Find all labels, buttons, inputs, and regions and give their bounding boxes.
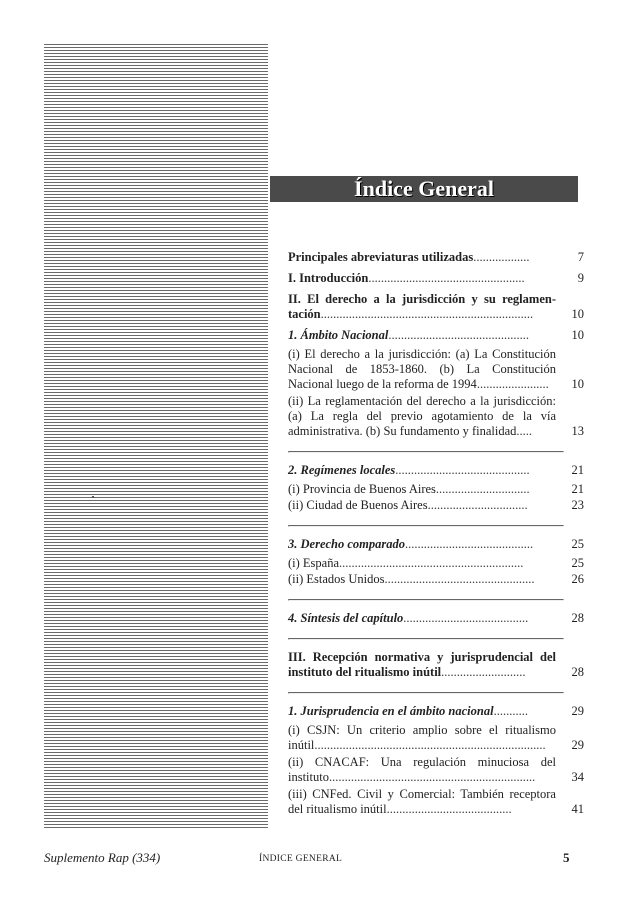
toc-entry xyxy=(288,723,584,753)
toc-entry xyxy=(288,271,584,286)
toc-page-number: 29 xyxy=(571,704,584,718)
toc-entry xyxy=(288,572,584,587)
toc-entry-text: 3. Derecho comparado xyxy=(288,537,405,551)
toc-entry xyxy=(288,292,584,322)
toc-leader: .................................................. xyxy=(368,271,525,285)
toc-entry xyxy=(288,347,584,392)
section-divider xyxy=(288,525,564,527)
toc-leader: .......................................................................... xyxy=(314,738,546,752)
toc-entry xyxy=(288,537,584,552)
ink-speck xyxy=(92,496,94,498)
toc-page-number: 25 xyxy=(571,537,584,551)
toc-entry-text: 1. Ámbito Nacional xyxy=(288,328,389,342)
toc-entry-text: 4. Síntesis del capítulo xyxy=(288,611,404,625)
toc-entry-text: 1. Jurisprudencia en el ámbito nacional xyxy=(288,704,494,718)
toc-entry-text: I. Introducción xyxy=(288,271,369,285)
toc-page-number: 21 xyxy=(571,463,584,477)
toc-entry xyxy=(288,787,584,817)
toc-page-number: 28 xyxy=(571,611,584,625)
toc-entry-text: (i) CSJN: Un criterio amplio sobre el ritualismo inútil xyxy=(288,723,556,752)
section-divider xyxy=(288,451,564,453)
toc-page-number: 41 xyxy=(571,802,584,816)
toc-page-number: 7 xyxy=(577,250,584,264)
toc-entry xyxy=(288,611,584,626)
toc-entry xyxy=(288,328,584,343)
toc-entry-text: III. Recepción normativa y jurisprudencial del instituto del ritualismo inútil xyxy=(288,650,556,679)
toc-leader: ..... xyxy=(516,424,533,438)
toc-page-number: 10 xyxy=(571,328,584,342)
decorative-stripes xyxy=(44,44,268,828)
table-of-contents xyxy=(288,250,584,817)
toc-leader: ............................................. xyxy=(388,328,529,342)
toc-entry-text: 2. Regímenes locales xyxy=(288,463,396,477)
toc-entry xyxy=(288,704,584,719)
toc-page-number: 25 xyxy=(571,556,584,570)
title-banner xyxy=(270,176,578,202)
toc-leader: ........... xyxy=(493,704,528,718)
toc-leader: ................................ xyxy=(427,498,528,512)
toc-page-number: 26 xyxy=(571,572,584,586)
toc-entry-text: (ii) La reglamentación del derecho a la jurisdicción: (a) La regla del previo agotamiento de la vía administrativa. (b) Su fundamento y finalidad xyxy=(288,394,556,438)
toc-entry xyxy=(288,250,584,265)
toc-leader: ....................... xyxy=(476,377,549,391)
toc-leader: ........................................ xyxy=(386,802,512,816)
toc-entry-text: II. El derecho a la jurisdicción y su reglamen-tación xyxy=(288,292,556,321)
toc-entry-text: (ii) Estados Unidos xyxy=(288,572,385,586)
toc-leader: ................................................ xyxy=(384,572,535,586)
section-divider xyxy=(288,692,564,694)
toc-entry xyxy=(288,394,584,439)
toc-page-number: 13 xyxy=(571,424,584,438)
toc-leader: ........................................................... xyxy=(339,556,524,570)
toc-page-number: 21 xyxy=(571,482,584,496)
section-divider xyxy=(288,638,564,640)
toc-entry xyxy=(288,755,584,785)
toc-entry-text: (ii) Ciudad de Buenos Aires xyxy=(288,498,428,512)
toc-page-number: 23 xyxy=(571,498,584,512)
toc-entry-text: (iii) CNFed. Civil y Comercial: También receptora del ritualismo inútil xyxy=(288,787,556,816)
section-divider xyxy=(288,599,564,601)
toc-entry-text: (i) Provincia de Buenos Aires xyxy=(288,482,436,496)
toc-leader: ........................................... xyxy=(395,463,530,477)
toc-leader: .................................................................. xyxy=(328,770,536,784)
toc-entry xyxy=(288,463,584,478)
toc-entry xyxy=(288,498,584,513)
toc-entry xyxy=(288,650,584,680)
toc-entry xyxy=(288,482,584,497)
footer-publication: Suplemento Rap (334) xyxy=(44,850,161,865)
toc-entry xyxy=(288,556,584,571)
toc-page-number: 10 xyxy=(571,307,584,321)
toc-page-number: 29 xyxy=(571,738,584,752)
toc-entry-text: (i) España xyxy=(288,556,340,570)
toc-leader: ........................... xyxy=(441,665,526,679)
toc-leader: ......................................... xyxy=(405,537,534,551)
toc-page-number: 34 xyxy=(571,770,584,784)
footer-page-number: 5 xyxy=(563,850,570,865)
toc-entry-text: (i) El derecho a la jurisdicción: (a) La Constitución Nacional de 1853-1860. (b) La Constitución Nacional luego de la reforma de 1994 xyxy=(288,347,556,391)
toc-page-number: 28 xyxy=(571,665,584,679)
toc-entry-text: (ii) CNACAF: Una regulación minuciosa del instituto xyxy=(288,755,556,784)
page-title: Índice General xyxy=(354,176,494,201)
toc-page-number: 9 xyxy=(577,271,584,285)
toc-leader: ........................................ xyxy=(403,611,529,625)
toc-leader: .................................................................... xyxy=(320,307,534,321)
toc-page-number: 10 xyxy=(571,377,584,391)
footer-section-title: ÍNDICE GENERAL xyxy=(259,854,343,864)
toc-leader: .............................. xyxy=(435,482,530,496)
toc-leader: .................. xyxy=(473,250,530,264)
toc-entry-text: Principales abreviaturas utilizadas xyxy=(288,250,474,264)
